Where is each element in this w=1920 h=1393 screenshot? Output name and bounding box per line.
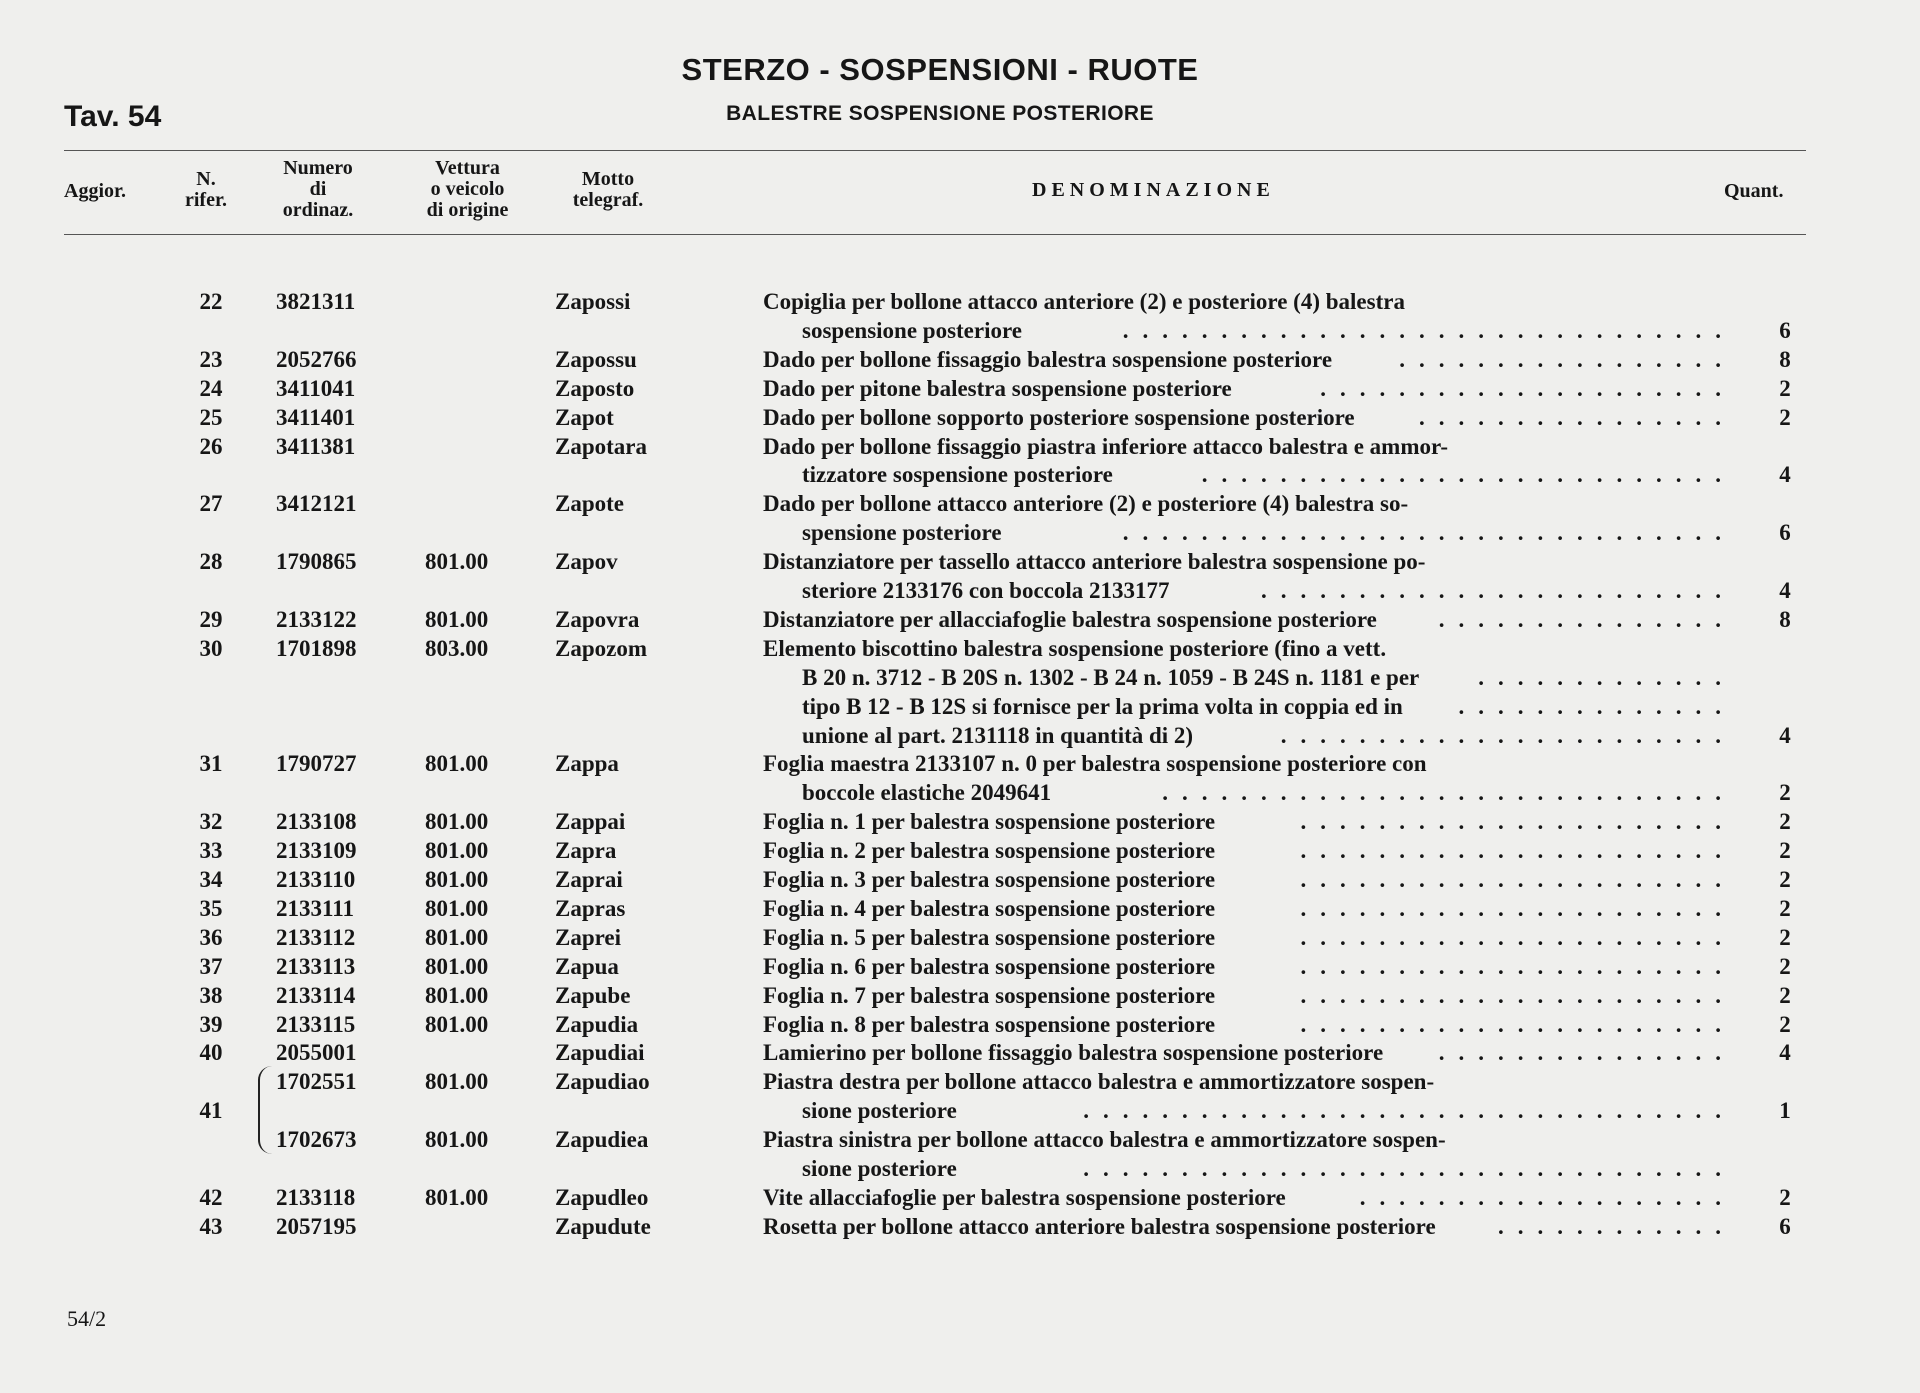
description-cell: Piastra destra per bollone attacco balestra e ammortizzatore sospen-: [763, 1069, 1435, 1095]
table-row: [0, 721, 1920, 750]
column-header-nrif: [170, 169, 242, 211]
description-cell: Elemento biscottino balestra sospensione posteriore (fino a vett.: [763, 635, 1387, 661]
leader-dots: ...............................: [1122, 520, 1735, 546]
order-number-cell: 2133114: [276, 982, 356, 1008]
vehicle-origin-cell: 801.00: [425, 549, 489, 575]
ref-number-cell: 34: [199, 867, 223, 892]
description-cell: spensione posteriore: [802, 520, 1002, 546]
quantity-cell: 2: [1779, 982, 1791, 1008]
telegraph-code-cell: Zapossi: [555, 289, 631, 314]
leader-dots: .......................: [1280, 722, 1735, 748]
table-row: [0, 374, 1920, 403]
order-number-cell: 2133109: [276, 838, 357, 864]
telegraph-code-cell: Zapras: [555, 895, 626, 921]
leader-dots: .................................: [1083, 1156, 1735, 1181]
table-row: [0, 1212, 1920, 1241]
leader-dots: ......................: [1300, 953, 1735, 979]
ref-number-cell: 36: [199, 924, 223, 950]
table-row: [0, 403, 1920, 432]
telegraph-code-cell: Zapov: [555, 549, 618, 575]
description-cell: Dado per bollone attacco anteriore (2) e posteriore (4) balestra so-: [763, 491, 1409, 517]
column-header-aggior: Aggior.: [64, 180, 127, 202]
telegraph-code-cell: Zapube: [555, 982, 631, 1008]
description-cell: Foglia maestra 2133107 n. 0 per balestra sospensione posteriore con: [763, 751, 1427, 777]
order-number-cell: 3411401: [276, 404, 356, 430]
vehicle-origin-cell: 801.00: [425, 1011, 489, 1037]
description-cell: sione posteriore: [802, 1156, 957, 1181]
column-header-numero-line: Numero: [283, 157, 353, 179]
telegraph-code-cell: Zapudleo: [555, 1184, 649, 1210]
telegraph-code-cell: Zaprai: [555, 867, 623, 892]
leader-dots: ...........................: [1201, 462, 1735, 488]
table-row: [0, 663, 1920, 692]
vehicle-origin-cell: 801.00: [425, 1127, 489, 1153]
order-number-cell: 2133113: [276, 953, 356, 979]
ref-number-cell: 43: [199, 1213, 223, 1239]
vehicle-origin-cell: 801.00: [425, 838, 489, 864]
ref-number-cell: 25: [199, 404, 223, 430]
quantity-cell: 2: [1779, 1184, 1791, 1210]
table-row: [0, 865, 1920, 894]
table-row: [0, 576, 1920, 605]
leader-dots: ......................: [1300, 867, 1735, 892]
quantity-cell: 4: [1779, 462, 1791, 488]
column-header-vettura-line: o veicolo: [430, 178, 505, 200]
column-header-nrif-line: rifer.: [184, 189, 227, 211]
table-row: [0, 1096, 1920, 1125]
ref-number-cell: 40: [199, 1040, 223, 1066]
header-top-rule: [64, 150, 1806, 151]
description-cell: Dado per bollone sopporto posteriore sospensione posteriore: [763, 404, 1355, 430]
table-row: [0, 923, 1920, 952]
telegraph-code-cell: Zapudiao: [555, 1069, 650, 1095]
description-cell: Foglia n. 5 per balestra sospensione posteriore: [763, 924, 1216, 950]
description-cell: sione posteriore: [802, 1098, 957, 1124]
telegraph-code-cell: Zapudia: [555, 1011, 639, 1037]
ref-number-cell: 22: [199, 289, 223, 314]
order-number-cell: 1790727: [276, 751, 357, 777]
telegraph-code-cell: Zapua: [555, 953, 619, 979]
ref-number-cell: 35: [199, 895, 223, 921]
table-row: [0, 1154, 1920, 1183]
telegraph-code-cell: Zapotara: [555, 433, 647, 459]
order-number-cell: 2052766: [276, 346, 357, 372]
order-number-cell: 1702551: [276, 1069, 357, 1095]
table-row: [0, 345, 1920, 374]
vehicle-origin-cell: 803.00: [425, 635, 489, 661]
table-row: [0, 432, 1920, 461]
order-number-cell: 3821311: [276, 289, 356, 314]
vehicle-origin-cell: 801.00: [425, 809, 489, 835]
quantity-cell: 4: [1779, 578, 1791, 603]
order-number-cell: 2133115: [276, 1011, 356, 1037]
order-number-cell: 1702673: [276, 1127, 357, 1153]
leader-dots: ......................: [1300, 809, 1735, 835]
table-label: Tav. 54: [64, 100, 162, 133]
leader-dots: ...............................: [1122, 317, 1735, 343]
ref-number-cell: 29: [199, 606, 223, 632]
vehicle-origin-cell: 801.00: [425, 867, 489, 892]
telegraph-code-cell: Zapote: [555, 491, 624, 517]
leader-dots: ............: [1498, 1213, 1735, 1239]
description-cell: steriore 2133176 con boccola 2133177: [802, 578, 1170, 603]
description-cell: Foglia n. 3 per balestra sospensione posteriore: [763, 867, 1216, 892]
quantity-cell: 6: [1779, 1213, 1791, 1239]
telegraph-code-cell: Zapossu: [555, 346, 637, 372]
header-bottom-rule: [64, 234, 1806, 235]
leader-dots: ......................: [1300, 982, 1735, 1008]
leader-dots: ........................: [1261, 578, 1735, 603]
quantity-cell: 2: [1779, 780, 1791, 806]
column-header-motto-line: Motto: [581, 168, 635, 190]
ref-number-cell: 38: [199, 982, 223, 1008]
leader-dots: ...............: [1438, 1040, 1735, 1066]
description-cell: Vite allacciafoglie per balestra sospensione posteriore: [763, 1184, 1286, 1210]
vehicle-origin-cell: 801.00: [425, 751, 489, 777]
column-header-vettura: [400, 158, 535, 221]
leader-dots: ......................: [1300, 895, 1735, 921]
ref-number-cell: 24: [199, 375, 223, 401]
column-header-vettura-line: di origine: [426, 199, 509, 221]
quantity-cell: 8: [1779, 606, 1791, 632]
table-row: [0, 605, 1920, 634]
table-row: [0, 981, 1920, 1010]
table-row: [0, 634, 1920, 663]
telegraph-code-cell: Zapudute: [555, 1213, 651, 1239]
ref-number-cell: 37: [199, 953, 223, 979]
description-cell: Distanziatore per allacciafoglie balestra sospensione posteriore: [763, 606, 1377, 632]
quantity-cell: 6: [1779, 520, 1791, 546]
table-row: [0, 1010, 1920, 1039]
table-row: [0, 836, 1920, 865]
telegraph-code-cell: Zaprei: [555, 924, 622, 950]
table-row: [0, 287, 1920, 316]
table-row: [0, 1183, 1920, 1212]
vehicle-origin-cell: 801.00: [425, 982, 489, 1008]
quantity-cell: 6: [1779, 317, 1791, 343]
description-cell: Foglia n. 8 per balestra sospensione posteriore: [763, 1011, 1216, 1037]
order-number-cell: 2133122: [276, 606, 357, 632]
column-header-numero-line: di: [309, 178, 327, 200]
page-number: 54/2: [67, 1306, 107, 1331]
description-cell: Dado per pitone balestra sospensione posteriore: [763, 375, 1232, 401]
column-header-vettura-line: Vettura: [435, 157, 500, 179]
column-header-motto: [548, 169, 668, 211]
order-number-cell: 2133111: [276, 895, 354, 921]
description-cell: Foglia n. 6 per balestra sospensione posteriore: [763, 953, 1216, 979]
telegraph-code-cell: Zaposto: [555, 375, 635, 401]
order-number-cell: 2133112: [276, 924, 356, 950]
ref-number-cell: 33: [199, 838, 223, 864]
description-cell: sospensione posteriore: [802, 317, 1022, 343]
leader-dots: .................................: [1083, 1098, 1735, 1124]
order-number-cell: 2057195: [276, 1213, 357, 1239]
quantity-cell: 2: [1779, 404, 1791, 430]
telegraph-code-cell: Zapovra: [555, 606, 640, 632]
ref-number-cell: 39: [199, 1011, 223, 1037]
telegraph-code-cell: Zapudiai: [555, 1040, 645, 1066]
leader-dots: .....................: [1320, 375, 1735, 401]
telegraph-code-cell: Zapot: [555, 404, 614, 430]
table-row: [0, 489, 1920, 518]
description-cell: Dado per bollone fissaggio piastra inferiore attacco balestra e ammor-: [763, 433, 1448, 459]
table-row: [0, 547, 1920, 576]
description-cell: Foglia n. 2 per balestra sospensione posteriore: [763, 838, 1216, 864]
description-cell: Foglia n. 1 per balestra sospensione posteriore: [763, 809, 1216, 835]
table-row: [0, 692, 1920, 721]
order-number-cell: 2133110: [276, 867, 356, 892]
vehicle-origin-cell: 801.00: [425, 895, 489, 921]
leader-dots: .............................: [1162, 780, 1735, 806]
quantity-cell: 2: [1779, 867, 1791, 892]
description-cell: Foglia n. 4 per balestra sospensione posteriore: [763, 895, 1216, 921]
column-header-numero: [258, 158, 378, 221]
vehicle-origin-cell: 801.00: [425, 924, 489, 950]
ref-number-cell: 26: [199, 433, 223, 459]
order-number-cell: 1790865: [276, 549, 357, 575]
quantity-cell: 2: [1779, 895, 1791, 921]
leader-dots: ...............: [1438, 606, 1735, 632]
table-row: [0, 460, 1920, 489]
quantity-cell: 2: [1779, 924, 1791, 950]
description-cell: Dado per bollone fissaggio balestra sospensione posteriore: [763, 346, 1333, 372]
ref-number-cell: 23: [199, 346, 223, 372]
leader-dots: ..............: [1458, 693, 1735, 719]
telegraph-code-cell: Zapozom: [555, 635, 647, 661]
description-cell: unione al part. 2131118 in quantità di 2): [802, 722, 1194, 748]
quantity-cell: 4: [1779, 722, 1791, 748]
order-number-cell: 2133118: [276, 1184, 356, 1210]
column-header-denominazione: DENOMINAZIONE: [1032, 179, 1275, 201]
order-number-cell: 3412121: [276, 491, 357, 517]
table-row: [0, 894, 1920, 923]
description-cell: Piastra sinistra per bollone attacco balestra e ammortizzatore sospen-: [763, 1127, 1446, 1153]
column-header-nrif-line: N.: [196, 168, 216, 190]
quantity-cell: 2: [1779, 809, 1791, 835]
quantity-cell: 8: [1779, 346, 1791, 372]
order-number-cell: 1701898: [276, 635, 357, 661]
ref-number-cell: 31: [199, 751, 223, 777]
leader-dots: ................: [1419, 404, 1735, 430]
vehicle-origin-cell: 801.00: [425, 953, 489, 979]
description-cell: Distanziatore per tassello attacco anteriore balestra sospensione po-: [763, 549, 1426, 575]
quantity-cell: 1: [1779, 1098, 1791, 1124]
table-row: [0, 952, 1920, 981]
vehicle-origin-cell: 801.00: [425, 606, 489, 632]
quantity-cell: 4: [1779, 1040, 1791, 1066]
description-cell: Copiglia per bollone attacco anteriore (2) e posteriore (4) balestra: [763, 289, 1405, 314]
leader-dots: .................: [1399, 346, 1735, 372]
telegraph-code-cell: Zappa: [555, 751, 619, 777]
table-row: [0, 1038, 1920, 1067]
telegraph-code-cell: Zapra: [555, 838, 617, 864]
table-row: [0, 749, 1920, 778]
quantity-cell: 2: [1779, 953, 1791, 979]
table-row: [0, 518, 1920, 547]
leader-dots: ......................: [1300, 1011, 1735, 1037]
quantity-cell: 2: [1779, 1011, 1791, 1037]
ref-number-cell: 42: [199, 1184, 223, 1210]
page-title: STERZO - SOSPENSIONI - RUOTE: [681, 52, 1199, 87]
order-number-cell: 2133108: [276, 809, 357, 835]
leader-dots: ...................: [1359, 1184, 1735, 1210]
vehicle-origin-cell: 801.00: [425, 1184, 489, 1210]
description-cell: Lamierino per bollone fissaggio balestra sospensione posteriore: [763, 1040, 1384, 1066]
grouping-brace: [258, 1066, 274, 1154]
quantity-cell: 2: [1779, 838, 1791, 864]
column-header-motto-line: telegraf.: [572, 189, 644, 211]
page-subtitle: BALESTRE SOSPENSIONE POSTERIORE: [726, 102, 1154, 125]
table-row: [0, 807, 1920, 836]
order-number-cell: 3411381: [276, 433, 356, 459]
ref-number-cell: 30: [199, 635, 223, 661]
telegraph-code-cell: Zapudiea: [555, 1127, 649, 1153]
telegraph-code-cell: Zappai: [555, 809, 626, 835]
table-row: [0, 1125, 1920, 1154]
description-cell: boccole elastiche 2049641: [802, 780, 1052, 806]
ref-number-cell: 28: [199, 549, 223, 575]
column-header-quant: Quant.: [1724, 180, 1784, 202]
description-cell: Rosetta per bollone attacco anteriore balestra sospensione posteriore: [763, 1213, 1436, 1239]
ref-number-cell: 32: [199, 809, 223, 835]
description-cell: tizzatore sospensione posteriore: [802, 462, 1113, 488]
leader-dots: .............: [1478, 664, 1735, 690]
quantity-cell: 2: [1779, 375, 1791, 401]
leader-dots: ......................: [1300, 924, 1735, 950]
leader-dots: ......................: [1300, 838, 1735, 864]
description-cell: Foglia n. 7 per balestra sospensione posteriore: [763, 982, 1216, 1008]
ref-number-cell: 27: [199, 491, 223, 517]
column-header-numero-line: ordinaz.: [282, 199, 354, 221]
table-row: [0, 1067, 1920, 1096]
ref-number-cell: 41: [199, 1098, 223, 1124]
table-row: [0, 778, 1920, 807]
vehicle-origin-cell: 801.00: [425, 1069, 489, 1095]
table-row: [0, 316, 1920, 345]
order-number-cell: 2055001: [276, 1040, 357, 1066]
order-number-cell: 3411041: [276, 375, 356, 401]
description-cell: tipo B 12 - B 12S si fornisce per la prima volta in coppia ed in: [802, 693, 1403, 719]
description-cell: B 20 n. 3712 - B 20S n. 1302 - B 24 n. 1059 - B 24S n. 1181 e per: [802, 664, 1420, 690]
